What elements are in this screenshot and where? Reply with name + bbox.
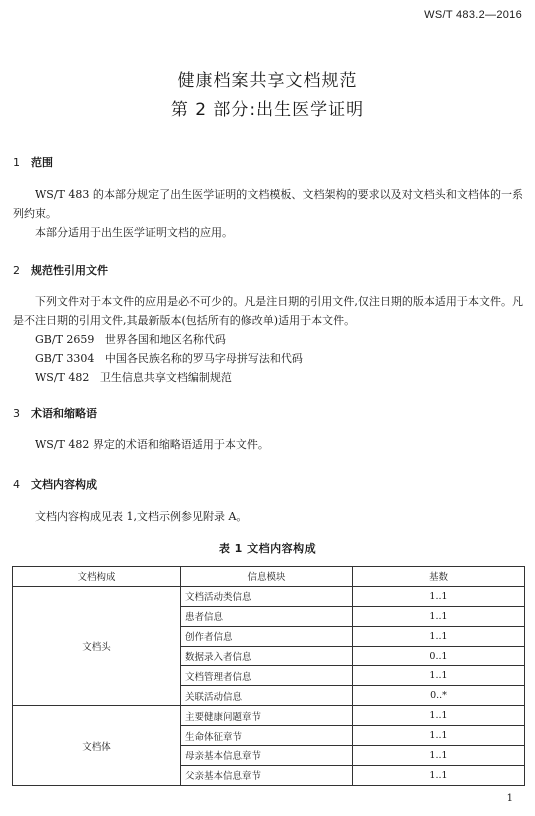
reference-item: GB/T 2659 世界各国和地区名称代码 <box>35 333 226 346</box>
module-cell: 患者信息 <box>181 606 353 626</box>
section-heading-terms <box>13 405 97 421</box>
module-cell: 主要健康问题章节 <box>181 706 353 726</box>
reference-item: GB/T 3304 中国各民族名称的罗马字母拼写法和代码 <box>35 352 303 365</box>
page-number: 1 <box>506 793 513 804</box>
cardinality-cell: 1..1 <box>353 606 525 626</box>
section-heading-normative-references <box>13 262 108 278</box>
table-caption: 表 1 文档内容构成 <box>218 542 317 555</box>
section-number: 3 <box>13 407 20 420</box>
cardinality-cell: 1..1 <box>353 586 525 606</box>
content-table <box>12 566 525 786</box>
group-cell: 文档头 <box>13 586 181 705</box>
section-number: 4 <box>13 478 20 491</box>
terms-paragraph: WS/T 482 界定的术语和缩略语适用于本文件。 <box>35 438 269 451</box>
document-subtitle: 第 2 部分:出生医学证明 <box>170 100 365 120</box>
table-row <box>13 706 525 726</box>
section-title: 规范性引用文件 <box>31 264 108 277</box>
normative-intro-paragraph: 下列文件对于本文件的应用是必不可少的。凡是注日期的引用文件,仅注日期的版本适用于本文件。凡是不注日期的引用文件,其最新版本(包括所有的修改单)适用于本文件。 <box>13 295 523 327</box>
section-number: 2 <box>13 264 20 277</box>
module-cell: 文档管理者信息 <box>181 666 353 686</box>
cardinality-cell: 1..1 <box>353 765 525 785</box>
module-cell: 文档活动类信息 <box>181 586 353 606</box>
reference-item: WS/T 482 卫生信息共享文档编制规范 <box>35 371 232 384</box>
group-cell: 文档体 <box>13 706 181 786</box>
module-cell: 父亲基本信息章节 <box>181 765 353 785</box>
column-header: 基数 <box>353 567 525 587</box>
cardinality-cell: 1..1 <box>353 626 525 646</box>
scope-paragraph-1: WS/T 483 的本部分规定了出生医学证明的文档模板、文档架构的要求以及对文档头和文档体的一系列约束。 <box>13 188 523 220</box>
section-heading-scope <box>13 154 53 170</box>
column-header: 信息模块 <box>181 567 353 587</box>
scope-paragraph-2: 本部分适用于出生医学证明文档的应用。 <box>35 226 233 239</box>
module-cell: 母亲基本信息章节 <box>181 746 353 766</box>
cardinality-cell: 1..1 <box>353 666 525 686</box>
table-row <box>13 586 525 606</box>
section-number: 1 <box>13 156 20 169</box>
module-cell: 数据录入者信息 <box>181 646 353 666</box>
section-heading-content <box>13 476 97 492</box>
content-paragraph: 文档内容构成见表 1,文档示例参见附录 A。 <box>35 510 248 523</box>
cardinality-cell: 1..1 <box>353 726 525 746</box>
cardinality-cell: 0..1 <box>353 646 525 666</box>
section-title: 文档内容构成 <box>31 478 97 491</box>
module-cell: 关联活动信息 <box>181 686 353 706</box>
document-title: 健康档案共享文档规范 <box>177 71 358 91</box>
module-cell: 生命体征章节 <box>181 726 353 746</box>
column-header: 文档构成 <box>13 567 181 587</box>
cardinality-cell: 0..* <box>353 686 525 706</box>
standard-code: WS/T 483.2—2016 <box>424 9 522 21</box>
table-header-row <box>13 567 525 587</box>
module-cell: 创作者信息 <box>181 626 353 646</box>
cardinality-cell: 1..1 <box>353 706 525 726</box>
section-title: 术语和缩略语 <box>31 407 97 420</box>
cardinality-cell: 1..1 <box>353 746 525 766</box>
section-title: 范围 <box>31 156 53 169</box>
